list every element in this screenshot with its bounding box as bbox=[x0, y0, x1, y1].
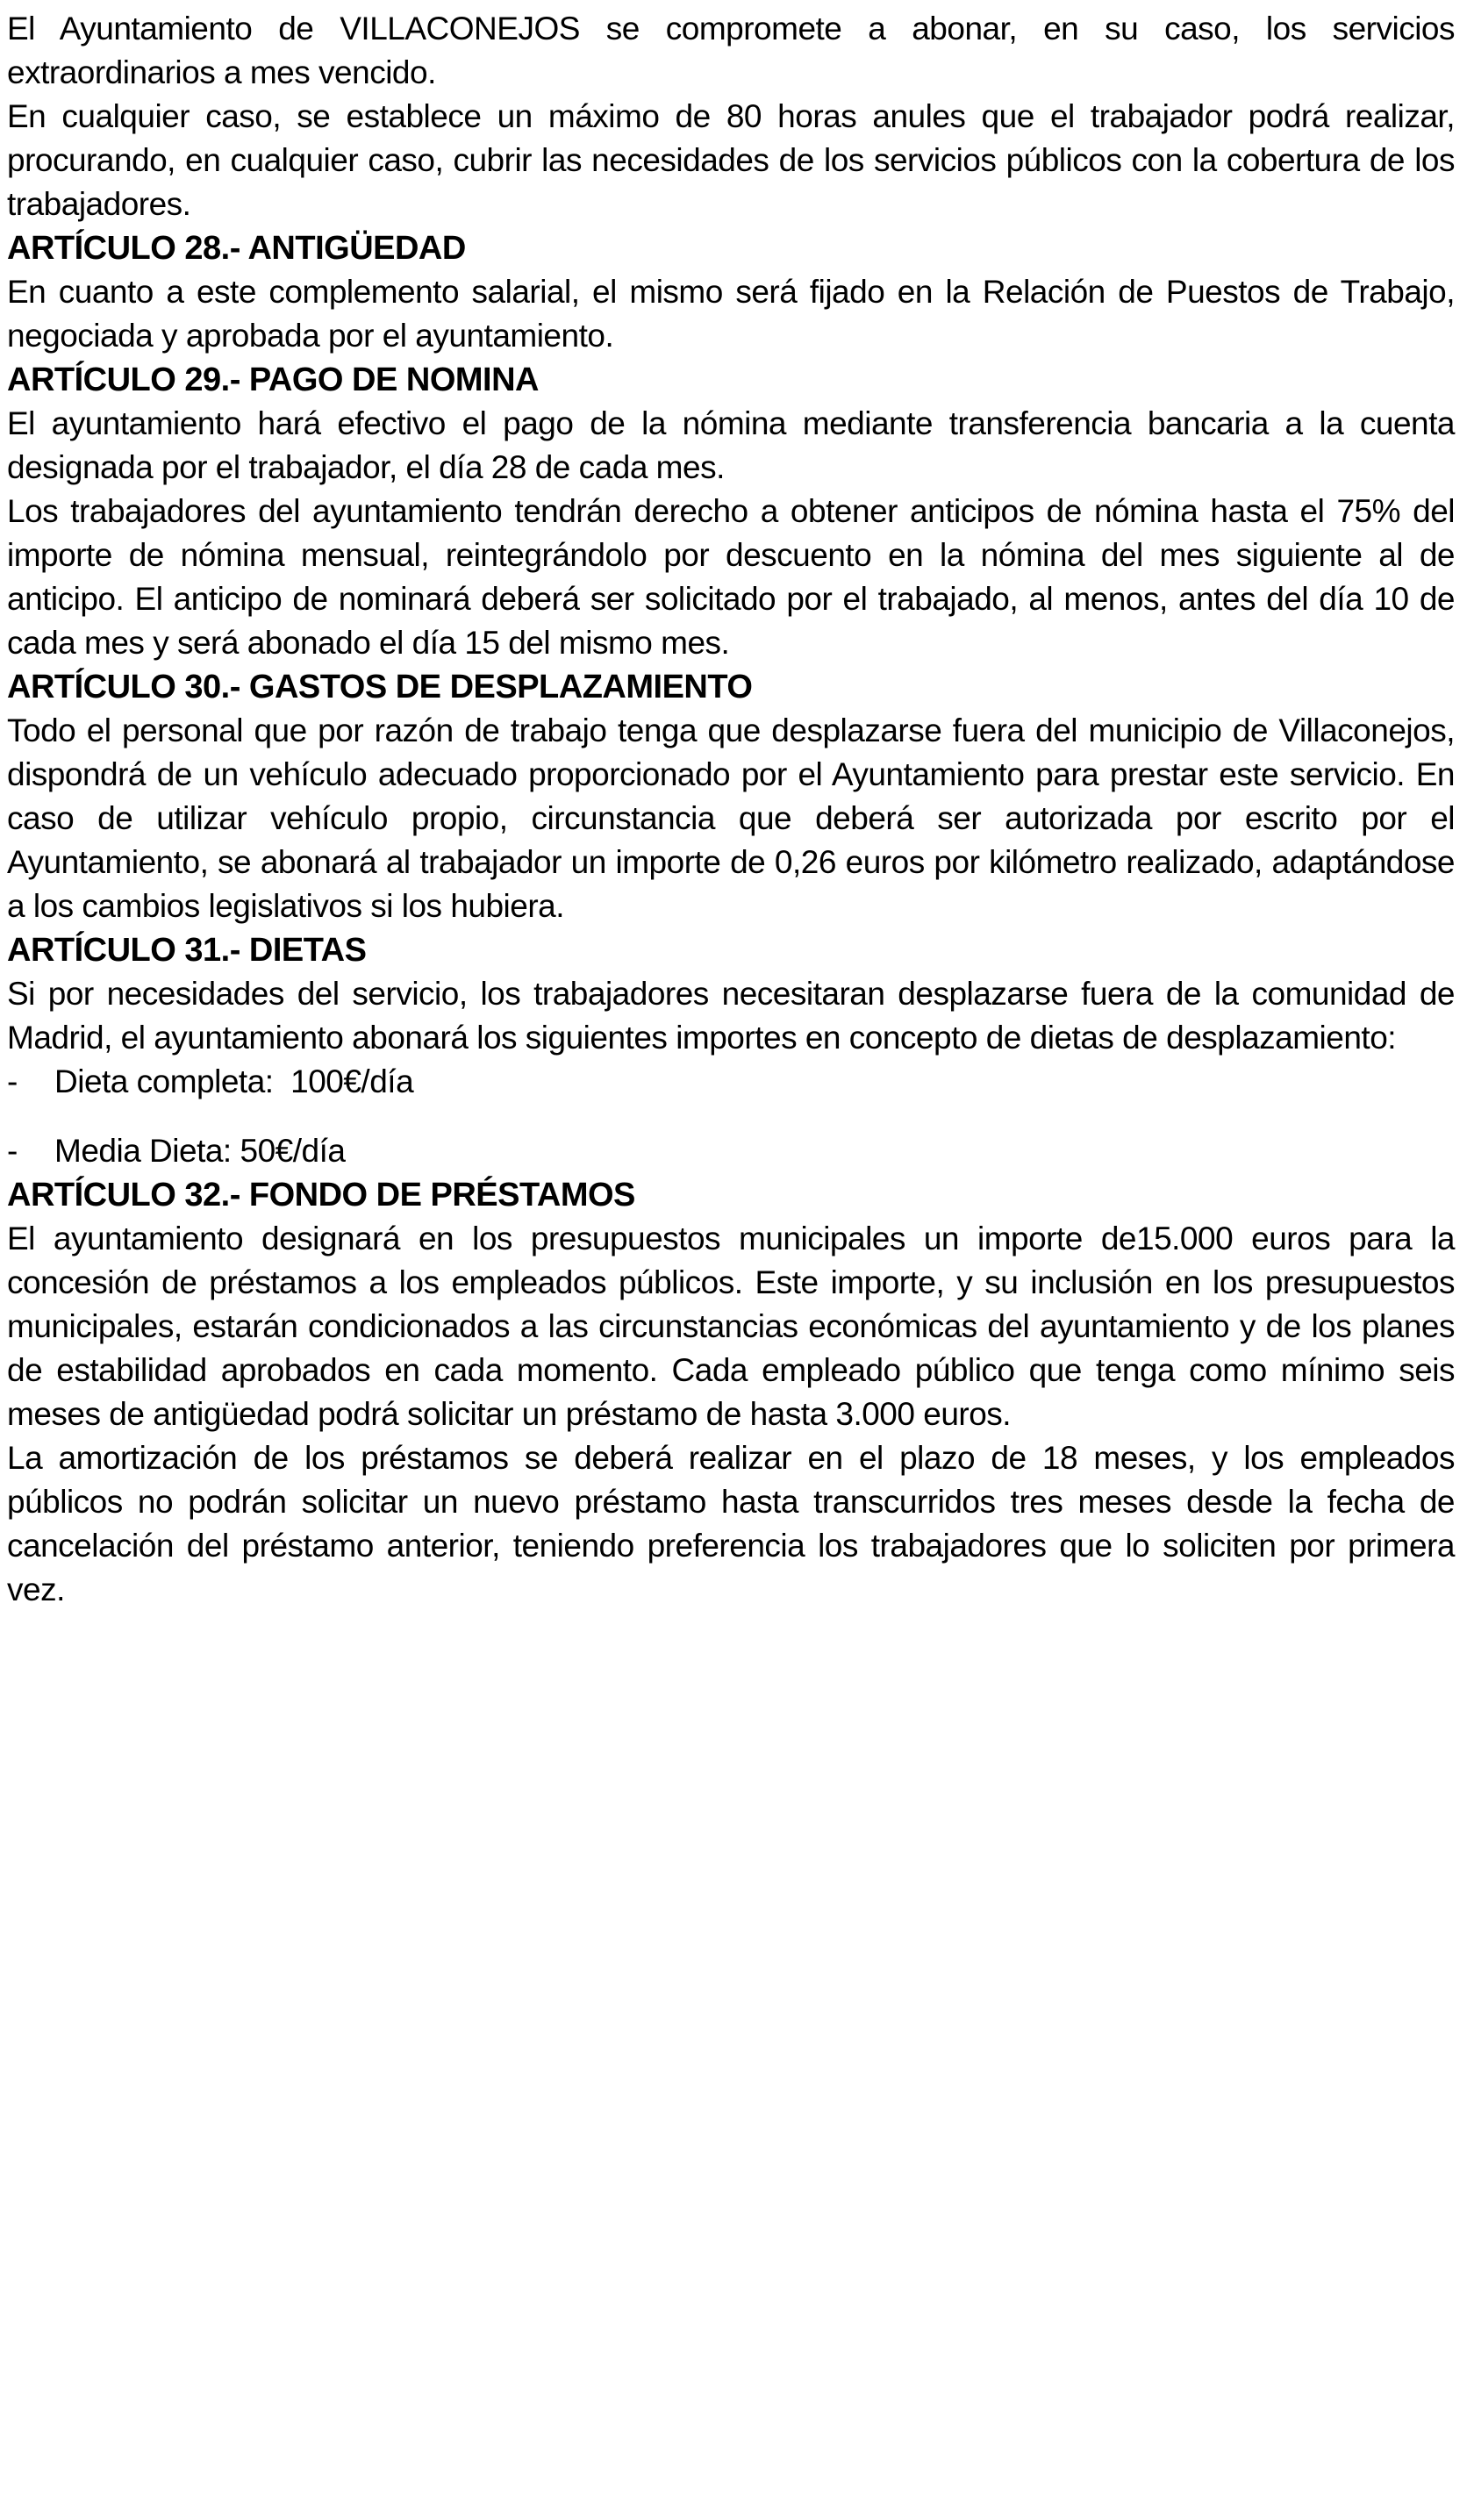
list-item-media-dieta bbox=[7, 1129, 1455, 1173]
article-31-body: Si por necesidades del servicio, los trabajadores necesitaran desplazarse fuera de la comunidad de Madrid, el ayuntamiento abonará los siguientes importes en concepto de dietas de desplazamiento: bbox=[7, 976, 1455, 1056]
article-32-body-fondo: El ayuntamiento designará en los presupuestos municipales un importe de15.000 euros para la concesión de préstamos a los empleados públicos. Este importe, y su inclusión en los presupuestos municipales, estarán condicionados a las circunstancias económicas del ayuntamiento y de los planes de estabilidad aprobados en cada momento. Cada empleado público que tenga como mínimo seis meses de antigüedad podrá solicitar un préstamo de hasta 3.000 euros. bbox=[7, 1221, 1455, 1432]
paragraph-horas-anuales: En cualquier caso, se establece un máximo de 80 horas anules que el trabajador podrá realizar, procurando, en cualquier caso, cubrir las necesidades de los servicios públicos con la cobertura de los trabajadores. bbox=[7, 98, 1455, 222]
article-29-body-pago: El ayuntamiento hará efectivo el pago de la nómina mediante transferencia bancaria a la cuenta designada por el trabajador, el día 28 de cada mes. bbox=[7, 405, 1455, 485]
article-28-heading: ARTÍCULO 28.- ANTIGÜEDAD bbox=[7, 230, 466, 267]
paragraph-servicios-extraordinarios: El Ayuntamiento de VILLACONEJOS se compromete a abonar, en su caso, los servicios extraordinarios a mes vencido. bbox=[7, 11, 1455, 90]
list-item-text: Media Dieta: 50€/día bbox=[54, 1133, 346, 1169]
dietas-list bbox=[7, 1060, 1455, 1173]
article-32-body-amortizacion: La amortización de los préstamos se deberá realizar en el plazo de 18 meses, y los empleados públicos no podrán solicitar un nuevo préstamo hasta transcurridos tres meses desde la fecha de cancelación del préstamo anterior, teniendo preferencia los trabajadores que lo soliciten por primera vez. bbox=[7, 1440, 1455, 1607]
dash-bullet: - bbox=[7, 1063, 18, 1099]
list-item-text: Dieta completa: 100€/día bbox=[54, 1063, 414, 1099]
article-28-body: En cuanto a este complemento salarial, el mismo será fijado en la Relación de Puestos de Trabajo, negociada y aprobada por el ayuntamiento. bbox=[7, 274, 1455, 354]
dash-bullet: - bbox=[7, 1133, 18, 1169]
article-29-heading: ARTÍCULO 29.- PAGO DE NOMINA bbox=[7, 362, 539, 398]
article-31-heading: ARTÍCULO 31.- DIETAS bbox=[7, 932, 367, 969]
article-32-heading: ARTÍCULO 32.- FONDO DE PRÉSTAMOS bbox=[7, 1177, 635, 1213]
list-item-dieta-completa bbox=[7, 1060, 1455, 1104]
article-29-body-anticipos: Los trabajadores del ayuntamiento tendrán derecho a obtener anticipos de nómina hasta el 75% del importe de nómina mensual, reintegrándolo por descuento en la nómina del mes siguiente al de anticipo. El anticipo de nominará deberá ser solicitado por el trabajado, al menos, antes del día 10 de cada mes y será abonado el día 15 del mismo mes. bbox=[7, 493, 1455, 661]
article-30-heading: ARTÍCULO 30.- GASTOS DE DESPLAZAMIENTO bbox=[7, 669, 753, 705]
article-30-body: Todo el personal que por razón de trabajo tenga que desplazarse fuera del municipio de Villaconejos, dispondrá de un vehículo adecuado proporcionado por el Ayuntamiento para prestar este servicio. En caso de utilizar vehículo propio, circunstancia que deberá ser autorizada por escrito por el Ayuntamiento, se abonará al trabajador un importe de 0,26 euros por kilómetro realizado, adaptándose a los cambios legislativos si los hubiera. bbox=[7, 712, 1455, 924]
